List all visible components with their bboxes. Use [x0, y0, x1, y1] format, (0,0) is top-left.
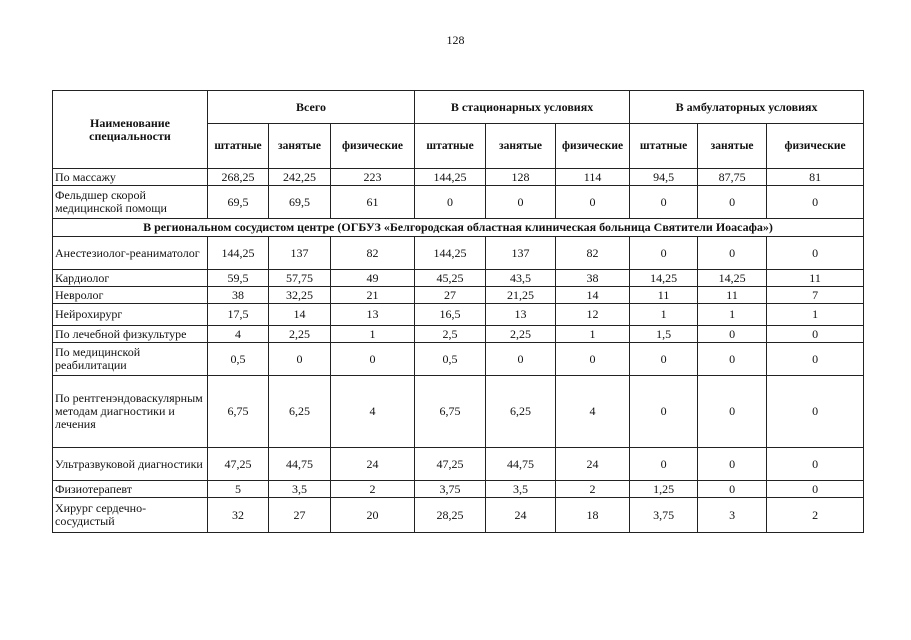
value-cell: 144,25 [415, 237, 486, 270]
value-cell: 14,25 [630, 270, 698, 287]
header-sub: штатные [415, 124, 486, 169]
value-cell: 7 [767, 287, 864, 304]
value-cell: 28,25 [415, 498, 486, 533]
value-cell: 0 [767, 343, 864, 376]
header-sub: штатные [630, 124, 698, 169]
value-cell: 87,75 [698, 169, 767, 186]
value-cell: 268,25 [208, 169, 269, 186]
value-cell: 3,5 [486, 481, 556, 498]
specialty-name-cell: Анестезиолог-реаниматолог [53, 237, 208, 270]
value-cell: 0 [767, 237, 864, 270]
value-cell: 0 [331, 343, 415, 376]
value-cell: 0 [767, 481, 864, 498]
value-cell: 49 [331, 270, 415, 287]
value-cell: 0 [630, 237, 698, 270]
value-cell: 1,25 [630, 481, 698, 498]
value-cell: 12 [556, 304, 630, 326]
value-cell: 114 [556, 169, 630, 186]
specialty-name-cell: По медицинской реабилитации [53, 343, 208, 376]
value-cell: 24 [556, 448, 630, 481]
value-cell: 0 [630, 186, 698, 219]
value-cell: 47,25 [208, 448, 269, 481]
value-cell: 43,5 [486, 270, 556, 287]
value-cell: 0 [698, 186, 767, 219]
specialty-name-cell: Нейрохирург [53, 304, 208, 326]
value-cell: 144,25 [415, 169, 486, 186]
header-sub: занятые [486, 124, 556, 169]
value-cell: 69,5 [269, 186, 331, 219]
value-cell: 0 [767, 326, 864, 343]
value-cell: 3,5 [269, 481, 331, 498]
page-number: 128 [446, 33, 465, 47]
table-row [53, 169, 864, 186]
value-cell: 0 [630, 448, 698, 481]
value-cell: 144,25 [208, 237, 269, 270]
table-row [53, 270, 864, 287]
value-cell: 44,75 [486, 448, 556, 481]
value-cell: 0 [698, 326, 767, 343]
specialty-name-cell: По лечебной физкультуре [53, 326, 208, 343]
value-cell: 1 [331, 326, 415, 343]
value-cell: 17,5 [208, 304, 269, 326]
value-cell: 1,5 [630, 326, 698, 343]
value-cell: 2 [556, 481, 630, 498]
value-cell: 4 [556, 376, 630, 448]
value-cell: 32 [208, 498, 269, 533]
specialty-name-cell: Физиотерапевт [53, 481, 208, 498]
header-group-inpatient: В стационарных условиях [415, 91, 630, 124]
value-cell: 1 [767, 304, 864, 326]
value-cell: 137 [269, 237, 331, 270]
header-sub: физические [767, 124, 864, 169]
value-cell: 13 [486, 304, 556, 326]
value-cell: 0 [698, 376, 767, 448]
value-cell: 82 [331, 237, 415, 270]
value-cell: 137 [486, 237, 556, 270]
value-cell: 11 [630, 287, 698, 304]
specialty-name-cell: Фельдшер скорой медицинской помощи [53, 186, 208, 219]
value-cell: 27 [269, 498, 331, 533]
specialty-name-cell: Невролог [53, 287, 208, 304]
header-sub: штатные [208, 124, 269, 169]
value-cell: 11 [767, 270, 864, 287]
header-group-total: Всего [208, 91, 415, 124]
value-cell: 47,25 [415, 448, 486, 481]
value-cell: 61 [331, 186, 415, 219]
value-cell: 2,25 [486, 326, 556, 343]
value-cell: 38 [208, 287, 269, 304]
table-row [53, 237, 864, 270]
specialty-name-cell: По массажу [53, 169, 208, 186]
table-row [53, 376, 864, 448]
value-cell: 0 [486, 186, 556, 219]
value-cell: 0 [698, 481, 767, 498]
value-cell: 242,25 [269, 169, 331, 186]
value-cell: 6,25 [486, 376, 556, 448]
value-cell: 1 [698, 304, 767, 326]
value-cell: 27 [415, 287, 486, 304]
value-cell: 3,75 [630, 498, 698, 533]
table-row [53, 186, 864, 219]
table-row [53, 326, 864, 343]
value-cell: 2 [767, 498, 864, 533]
table-row [53, 448, 864, 481]
header-specialty: Наименование специальности [53, 91, 208, 169]
header-sub: занятые [269, 124, 331, 169]
value-cell: 24 [486, 498, 556, 533]
value-cell: 2 [331, 481, 415, 498]
section-title: В региональном сосудистом центре (ОГБУЗ «Белгородская областная клиническая больница Святители Иоасафа») [53, 219, 864, 237]
value-cell: 82 [556, 237, 630, 270]
value-cell: 0,5 [208, 343, 269, 376]
value-cell: 0 [556, 186, 630, 219]
table-row [53, 481, 864, 498]
value-cell: 0,5 [415, 343, 486, 376]
section-row [53, 219, 864, 237]
value-cell: 20 [331, 498, 415, 533]
header-sub: занятые [698, 124, 767, 169]
specialty-name-cell: Ультразвуковой диагностики [53, 448, 208, 481]
value-cell: 0 [486, 343, 556, 376]
value-cell: 4 [208, 326, 269, 343]
value-cell: 5 [208, 481, 269, 498]
staffing-table [52, 90, 864, 533]
value-cell: 94,5 [630, 169, 698, 186]
value-cell: 1 [556, 326, 630, 343]
value-cell: 38 [556, 270, 630, 287]
table-row [53, 498, 864, 533]
specialty-name-cell: Кардиолог [53, 270, 208, 287]
value-cell: 2,25 [269, 326, 331, 343]
value-cell: 18 [556, 498, 630, 533]
value-cell: 0 [767, 186, 864, 219]
value-cell: 0 [698, 237, 767, 270]
value-cell: 0 [630, 343, 698, 376]
value-cell: 32,25 [269, 287, 331, 304]
value-cell: 2,5 [415, 326, 486, 343]
header-group-outpatient: В амбулаторных условиях [630, 91, 864, 124]
value-cell: 44,75 [269, 448, 331, 481]
value-cell: 59,5 [208, 270, 269, 287]
value-cell: 0 [767, 448, 864, 481]
value-cell: 0 [630, 376, 698, 448]
value-cell: 24 [331, 448, 415, 481]
value-cell: 16,5 [415, 304, 486, 326]
value-cell: 6,75 [208, 376, 269, 448]
value-cell: 0 [698, 343, 767, 376]
value-cell: 0 [767, 376, 864, 448]
value-cell: 57,75 [269, 270, 331, 287]
value-cell: 21,25 [486, 287, 556, 304]
value-cell: 14 [556, 287, 630, 304]
table-row [53, 304, 864, 326]
value-cell: 14,25 [698, 270, 767, 287]
value-cell: 0 [698, 448, 767, 481]
value-cell: 3 [698, 498, 767, 533]
value-cell: 3,75 [415, 481, 486, 498]
value-cell: 45,25 [415, 270, 486, 287]
value-cell: 0 [269, 343, 331, 376]
value-cell: 81 [767, 169, 864, 186]
table-row [53, 343, 864, 376]
value-cell: 6,75 [415, 376, 486, 448]
header-sub: физические [331, 124, 415, 169]
value-cell: 13 [331, 304, 415, 326]
value-cell: 21 [331, 287, 415, 304]
value-cell: 14 [269, 304, 331, 326]
header-sub: физические [556, 124, 630, 169]
value-cell: 4 [331, 376, 415, 448]
specialty-name-cell: Хирург сердечно-сосудистый [53, 498, 208, 533]
value-cell: 6,25 [269, 376, 331, 448]
value-cell: 11 [698, 287, 767, 304]
table-row [53, 287, 864, 304]
value-cell: 0 [415, 186, 486, 219]
value-cell: 128 [486, 169, 556, 186]
value-cell: 0 [556, 343, 630, 376]
value-cell: 223 [331, 169, 415, 186]
value-cell: 1 [630, 304, 698, 326]
value-cell: 69,5 [208, 186, 269, 219]
specialty-name-cell: По рентгенэндоваскулярным методам диагностики и лечения [53, 376, 208, 448]
